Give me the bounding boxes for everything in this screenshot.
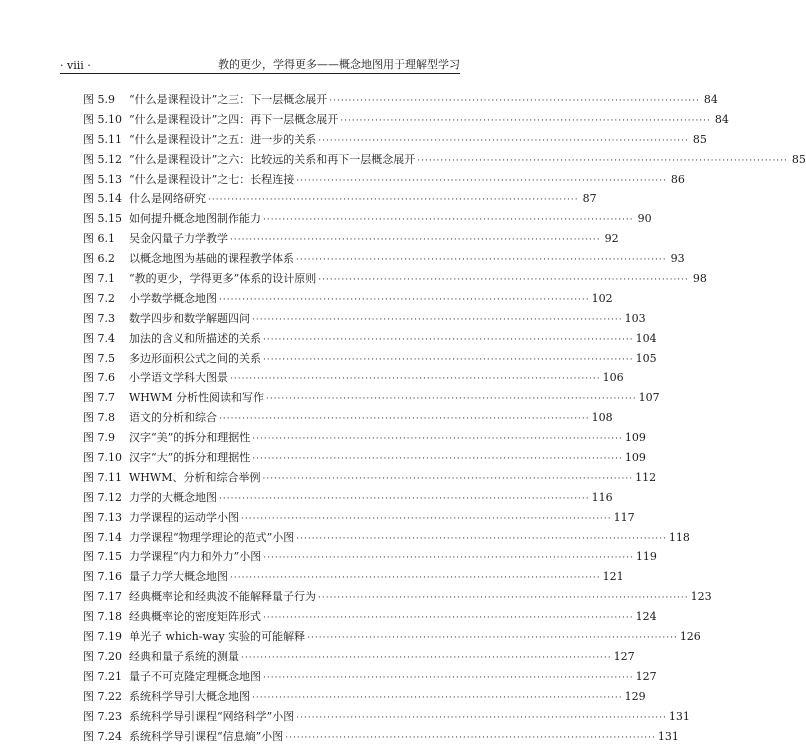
figure-number: 图 7.21: [83, 667, 129, 687]
page-reference: 84: [713, 110, 729, 130]
figure-number: 图 7.3: [83, 309, 129, 329]
toc-entry: [83, 309, 459, 329]
figure-number: 图 7.11: [83, 468, 129, 488]
page-reference: 123: [691, 587, 712, 607]
figure-title: “什么是课程设计”之六：比较远的关系和再下一层概念展开: [129, 150, 415, 170]
figure-number: 图 7.15: [83, 547, 129, 567]
toc-entry: [83, 170, 459, 190]
figure-title: 量子不可克隆定理概念地图: [129, 667, 261, 687]
figure-title: 加法的含义和所描述的关系: [129, 329, 261, 349]
figure-title: “什么是课程设计”之七：长程连接: [129, 170, 294, 190]
figure-number: 图 7.20: [83, 647, 129, 667]
dot-leader: [252, 430, 623, 450]
figure-title: 量子力学大概念地图: [129, 567, 228, 587]
toc-entry: [83, 329, 459, 349]
toc-entry: [83, 110, 459, 130]
figure-title: WHWM、分析和综合举例: [129, 468, 260, 488]
dot-leader: [219, 291, 590, 311]
toc-entry: [83, 687, 459, 707]
dot-leader: [296, 709, 667, 729]
figure-number: 图 7.1: [83, 269, 129, 289]
dot-leader: [318, 271, 689, 291]
toc-entry: [83, 189, 459, 209]
figure-title: 汉字“美”的拆分和理据性: [129, 428, 250, 448]
toc-entry: [83, 90, 459, 110]
figure-title: 力学课程的运动学小图: [129, 508, 239, 528]
dot-leader: [219, 490, 590, 510]
figure-number: 图 5.11: [83, 130, 129, 150]
page-reference: 93: [669, 249, 685, 269]
figure-number: 图 5.9: [83, 90, 129, 110]
toc-entry: [83, 468, 459, 488]
toc-entry: [83, 547, 459, 567]
dot-leader: [263, 609, 634, 629]
figure-title: “教的更少，学得更多”体系的设计原则: [129, 269, 316, 289]
figure-title: 什么是网络研究: [129, 189, 206, 209]
figure-title: 语文的分析和综合: [129, 408, 217, 428]
figure-title: “什么是课程设计”之五：进一步的关系: [129, 130, 316, 150]
page-reference: 127: [614, 647, 635, 667]
dot-leader: [262, 470, 633, 490]
figure-title: “什么是课程设计”之三：下一层概念展开: [129, 90, 327, 110]
figure-number: 图 5.15: [83, 209, 129, 229]
figure-number: 图 6.2: [83, 249, 129, 269]
toc-entry: [83, 587, 459, 607]
toc-entry: [83, 150, 459, 170]
dot-leader: [263, 549, 634, 569]
figure-title: 经典和量子系统的测量: [129, 647, 239, 667]
figure-number: 图 7.6: [83, 368, 129, 388]
figure-number: 图 7.7: [83, 388, 129, 408]
page-reference: 86: [669, 170, 685, 190]
figure-number: 图 7.8: [83, 408, 129, 428]
toc-entry: [83, 388, 459, 408]
figure-number: 图 7.14: [83, 528, 129, 548]
page-reference: 108: [592, 408, 613, 428]
figure-number: 图 7.19: [83, 627, 129, 647]
dot-leader: [263, 331, 634, 351]
toc-entry: [83, 607, 459, 627]
page-reference: 121: [603, 567, 624, 587]
toc-entry: [83, 567, 459, 587]
figure-title: 小学语文学科大图景: [129, 368, 228, 388]
figure-title: 吴金闪量子力学教学: [129, 229, 228, 249]
page-reference: 112: [635, 468, 656, 488]
dot-leader: [230, 370, 601, 390]
toc-entry: [83, 209, 459, 229]
figure-number: 图 7.22: [83, 687, 129, 707]
figure-number: 图 7.13: [83, 508, 129, 528]
figure-number: 图 7.12: [83, 488, 129, 508]
page-reference: 87: [581, 189, 597, 209]
page-reference: 109: [625, 428, 646, 448]
toc-entry: [83, 408, 459, 428]
figure-number: 图 5.12: [83, 150, 129, 170]
page-reference: 117: [614, 508, 635, 528]
toc-entry: [83, 249, 459, 269]
figure-number: 图 7.16: [83, 567, 129, 587]
figure-list: [83, 90, 459, 746]
toc-entry: [83, 627, 459, 647]
page-reference: 104: [636, 329, 657, 349]
page-reference: 118: [669, 528, 690, 548]
page-reference: 84: [702, 90, 718, 110]
figure-number: 图 7.9: [83, 428, 129, 448]
dot-leader: [252, 311, 623, 331]
dot-leader: [296, 251, 667, 271]
figure-number: 图 7.23: [83, 707, 129, 727]
toc-entry: [83, 647, 459, 667]
dot-leader: [241, 649, 612, 669]
dot-leader: [263, 211, 634, 231]
dot-leader: [208, 191, 579, 211]
page-reference: 109: [625, 448, 646, 468]
dot-leader: [296, 172, 667, 192]
page-reference: 85: [691, 130, 707, 150]
toc-entry: [83, 428, 459, 448]
figure-title: 经典概率论的密度矩阵形式: [129, 607, 261, 627]
page-reference: 131: [658, 727, 679, 747]
figure-title: 系统科学导引课程“网络科学”小图: [129, 707, 294, 727]
dot-leader: [296, 530, 667, 550]
toc-entry: [83, 667, 459, 687]
page-reference: 131: [669, 707, 690, 727]
figure-title: 如何提升概念地图制作能力: [129, 209, 261, 229]
figure-number: 图 7.5: [83, 349, 129, 369]
dot-leader: [219, 410, 590, 430]
figure-number: 图 5.14: [83, 189, 129, 209]
toc-entry: [83, 448, 459, 468]
figure-title: 多边形面积公式之间的关系: [129, 349, 261, 369]
figure-number: 图 5.10: [83, 110, 129, 130]
page-reference: 129: [625, 687, 646, 707]
figure-number: 图 7.10: [83, 448, 129, 468]
running-title: 教的更少，学得更多——概念地图用于理解型学习: [218, 56, 460, 72]
page-number: · viii ·: [60, 59, 91, 72]
figure-number: 图 7.2: [83, 289, 129, 309]
figure-title: “什么是课程设计”之四：再下一层概念展开: [129, 110, 338, 130]
toc-entry: [83, 368, 459, 388]
page-reference: 85: [790, 150, 806, 170]
figure-title: 系统科学导引课程“信息熵”小图: [129, 727, 283, 747]
toc-entry: [83, 727, 459, 747]
running-header: [60, 52, 460, 72]
dot-leader: [241, 510, 612, 530]
page-reference: 98: [691, 269, 707, 289]
figure-number: 图 7.17: [83, 587, 129, 607]
figure-title: 力学课程“物理学理论的范式”小图: [129, 528, 294, 548]
page-reference: 126: [680, 627, 701, 647]
figure-title: 单光子 which-way 实验的可能解释: [129, 627, 305, 647]
figure-title: 以概念地图为基础的课程教学体系: [129, 249, 294, 269]
figure-title: 力学的大概念地图: [129, 488, 217, 508]
dot-leader: [252, 689, 623, 709]
toc-entry: [83, 269, 459, 289]
page-reference: 90: [636, 209, 652, 229]
dot-leader: [329, 92, 700, 112]
dot-leader: [263, 669, 634, 689]
figure-number: 图 7.24: [83, 727, 129, 747]
toc-entry: [83, 130, 459, 150]
dot-leader: [340, 112, 711, 132]
toc-entry: [83, 508, 459, 528]
figure-title: 小学数学概念地图: [129, 289, 217, 309]
figure-title: 经典概率论和经典波不能解释量子行为: [129, 587, 316, 607]
figure-title: 力学课程“内力和外力”小图: [129, 547, 261, 567]
toc-entry: [83, 528, 459, 548]
dot-leader: [285, 729, 656, 748]
toc-entry: [83, 488, 459, 508]
page-reference: 107: [639, 388, 660, 408]
page-reference: 116: [592, 488, 613, 508]
header-rule: [60, 73, 460, 74]
page-reference: 92: [603, 229, 619, 249]
page-reference: 127: [636, 667, 657, 687]
page-reference: 106: [603, 368, 624, 388]
page-reference: 103: [625, 309, 646, 329]
dot-leader: [252, 450, 623, 470]
page-reference: 119: [636, 547, 657, 567]
toc-entry: [83, 707, 459, 727]
dot-leader: [263, 351, 634, 371]
dot-leader: [266, 390, 637, 410]
figure-number: 图 5.13: [83, 170, 129, 190]
toc-entry: [83, 289, 459, 309]
page-reference: 124: [636, 607, 657, 627]
figure-number: 图 7.4: [83, 329, 129, 349]
figure-number: 图 7.18: [83, 607, 129, 627]
figure-title: 数学四步和数学解题四问: [129, 309, 250, 329]
figure-title: WHWM 分析性阅读和写作: [129, 388, 264, 408]
figure-title: 系统科学导引大概念地图: [129, 687, 250, 707]
figure-title: 汉字“大”的拆分和理据性: [129, 448, 250, 468]
dot-leader: [417, 152, 788, 172]
figure-number: 图 6.1: [83, 229, 129, 249]
toc-entry: [83, 229, 459, 249]
page-reference: 105: [636, 349, 657, 369]
dot-leader: [318, 589, 689, 609]
page-reference: 102: [592, 289, 613, 309]
toc-entry: [83, 349, 459, 369]
